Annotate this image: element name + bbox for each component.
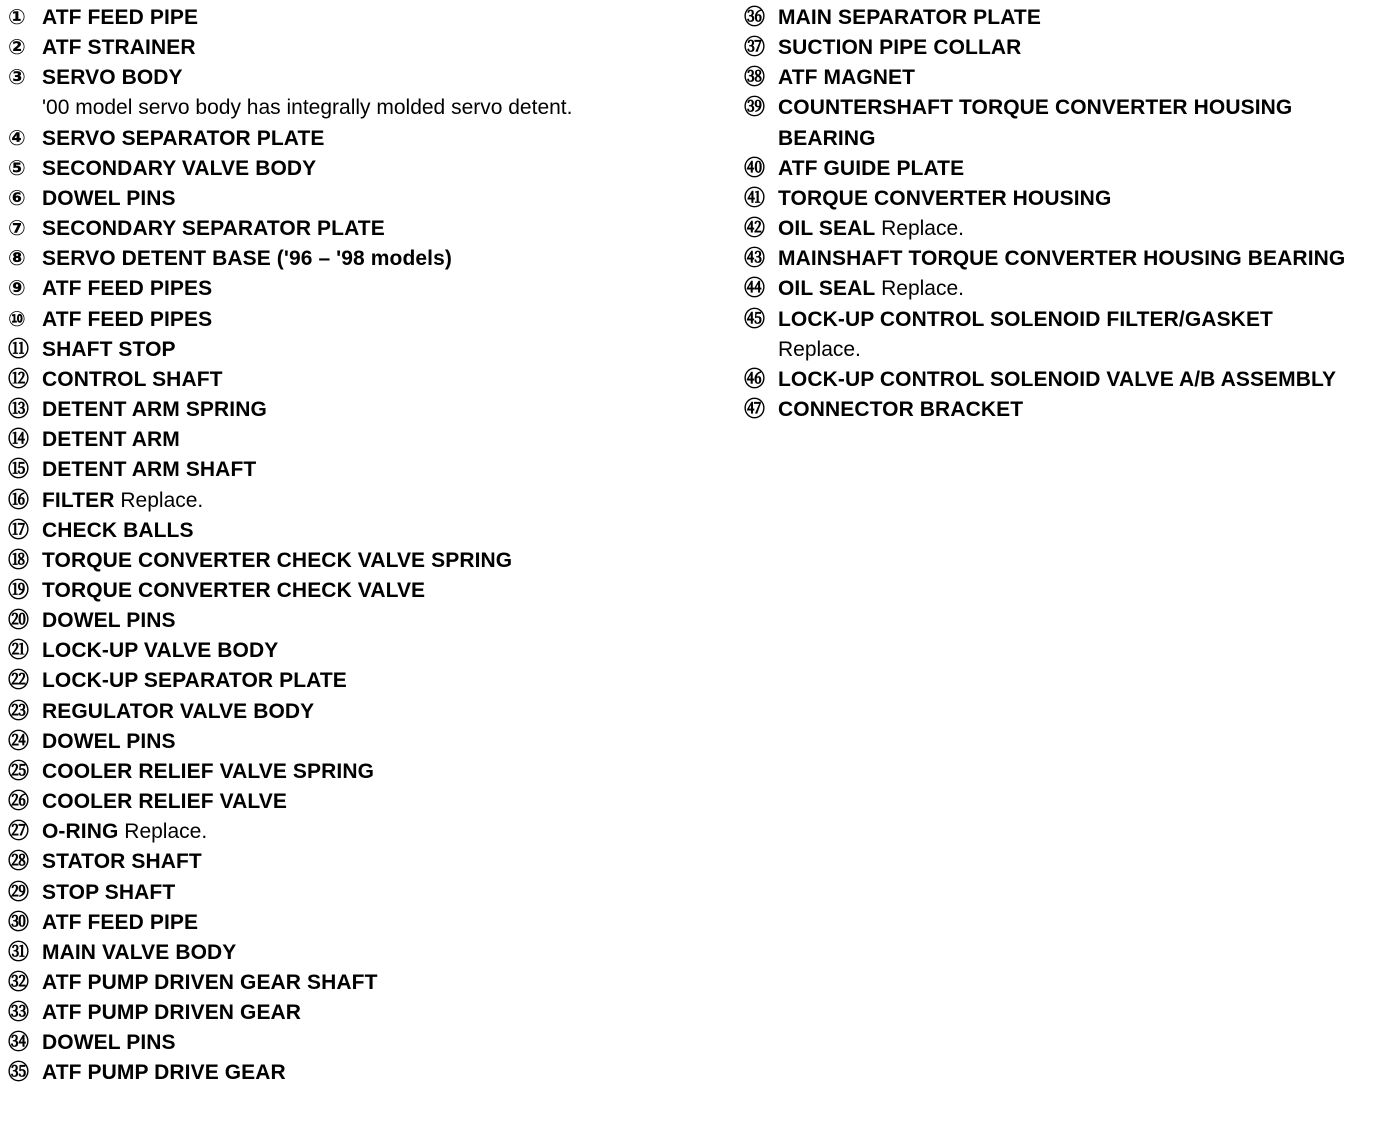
parts-list-item [8,274,708,304]
parts-list-right-column [744,3,1389,425]
item-number: ㉜ [8,971,29,994]
parts-list-item [8,576,708,606]
parts-list-item [8,425,708,455]
parts-list-item [8,154,708,184]
item-number: ⑫ [8,367,29,391]
item-number: ㉗ [8,820,29,844]
item-number: ④ [8,126,26,150]
item-number: ㉝ [8,1001,29,1025]
parts-list-item [8,968,708,998]
item-label: MAIN SEPARATOR PLATE [778,6,1041,29]
item-label: DETENT ARM SPRING [42,398,267,422]
item-number: ㉟ [8,1061,29,1085]
parts-list-item [8,606,708,636]
item-number: ㊹ [744,277,765,301]
item-number: ⑲ [8,578,29,602]
parts-list-item [744,3,1389,33]
item-label: CONTROL SHAFT [42,367,223,391]
item-number: ㉙ [8,880,29,904]
item-label: REGULATOR VALVE BODY [42,699,315,723]
item-number: ⑪ [8,337,29,361]
item-number: ㊻ [744,367,765,391]
item-number: ㊶ [744,186,765,210]
item-label: SERVO SEPARATOR PLATE [42,126,325,150]
item-number: ⑭ [8,428,29,452]
parts-list-item [8,335,708,365]
item-label: OIL SEAL [778,277,876,301]
item-label: DOWEL PINS [42,186,176,210]
item-label: SECONDARY VALVE BODY [42,156,317,180]
item-number: ㉖ [8,790,29,814]
parts-list-item [744,395,1389,425]
item-label: COOLER RELIEF VALVE [42,790,287,814]
parts-list-left-column [8,3,708,1089]
item-label: ATF PUMP DRIVEN GEAR [42,1001,302,1025]
item-number: ㉔ [8,729,29,753]
item-label: ATF PUMP DRIVEN GEAR SHAFT [42,971,378,994]
item-number: ③ [8,66,26,90]
parts-list-item [8,63,708,123]
parts-list-item [8,1058,708,1088]
item-note: Replace. [124,820,208,844]
parts-list-item [8,486,708,516]
item-label: OIL SEAL [778,217,876,241]
item-number: ㊼ [744,398,765,422]
item-note: Replace. [881,217,964,241]
item-number: ⑱ [8,548,29,572]
parts-list-item [744,365,1389,395]
parts-list-item [8,124,708,154]
parts-list-item [8,697,708,727]
parts-list-item [744,154,1389,184]
item-label: SERVO BODY [42,66,183,90]
item-number: ㉓ [8,699,29,723]
item-label: SERVO DETENT BASE ('96 – '98 models) [42,247,452,271]
item-number: ⑤ [8,156,26,180]
item-number: ㊴ [744,96,765,120]
parts-list-item [8,395,708,425]
parts-list-item [744,305,1389,365]
parts-list-item [8,1028,708,1058]
item-number: ⑳ [8,609,29,633]
item-label: ATF PUMP DRIVE GEAR [42,1061,286,1085]
item-label: DOWEL PINS [42,729,176,753]
item-label: ATF STRAINER [42,36,196,60]
item-number: ㊷ [744,217,765,241]
item-number: ㊺ [744,307,765,331]
item-number: ⑮ [8,458,29,482]
item-label: MAIN VALVE BODY [42,940,237,964]
item-number: ㉒ [8,669,29,693]
parts-list-item [8,305,708,335]
item-label: COOLER RELIEF VALVE SPRING [42,759,375,783]
parts-list-item [8,908,708,938]
parts-list-item [8,998,708,1028]
item-label: LOCK-UP VALVE BODY [42,639,279,663]
item-number: ㉘ [8,850,29,874]
item-number: ㉚ [8,910,29,934]
item-number: ㉑ [8,639,29,663]
parts-list-item [744,93,1389,153]
item-number: ① [8,6,26,29]
item-label: MAINSHAFT TORQUE CONVERTER HOUSING BEARING [778,247,1346,271]
parts-list-item [744,214,1389,244]
parts-list-item [8,3,708,33]
item-note: Replace. [778,337,861,361]
item-label: DETENT ARM [42,428,180,452]
parts-list-item [8,938,708,968]
item-label: DOWEL PINS [42,609,176,633]
item-label: DOWEL PINS [42,1031,176,1055]
item-label: SECONDARY SEPARATOR PLATE [42,217,385,241]
item-label: STATOR SHAFT [42,850,202,874]
item-label: TORQUE CONVERTER HOUSING [778,186,1112,210]
item-number: ⑯ [8,488,29,512]
item-number: ㉞ [8,1031,29,1055]
item-label: ATF GUIDE PLATE [778,156,965,180]
item-number: ㊳ [744,66,765,90]
item-label: FILTER [42,488,115,512]
parts-list-item [8,847,708,877]
item-label: LOCK-UP CONTROL SOLENOID VALVE A/B ASSEMBLY [778,367,1337,391]
item-label: CHECK BALLS [42,518,194,542]
item-label: STOP SHAFT [42,880,176,904]
parts-list-item [744,184,1389,214]
item-number: ㊲ [744,36,765,60]
item-label: ATF FEED PIPES [42,277,213,301]
item-number: ㊱ [744,6,765,29]
item-note: Replace. [881,277,964,301]
item-label: TORQUE CONVERTER CHECK VALVE [42,578,426,602]
item-number: ⑰ [8,518,29,542]
item-label: TORQUE CONVERTER CHECK VALVE SPRING [42,548,513,572]
parts-list-item [8,455,708,485]
item-number: ㉕ [8,759,29,783]
item-label: ATF FEED PIPE [42,6,199,29]
item-number: ㊸ [744,247,765,271]
parts-list-item [8,757,708,787]
item-label: SHAFT STOP [42,337,176,361]
item-label: CONNECTOR BRACKET [778,398,1024,422]
item-number: ⑨ [8,277,26,301]
item-label: ATF FEED PIPES [42,307,213,331]
item-number: ⑬ [8,398,29,422]
item-number: ② [8,36,26,60]
parts-list-item [744,63,1389,93]
item-number: ⑧ [8,247,26,271]
item-note: '00 model servo body has integrally molded servo detent. [42,96,573,120]
parts-list-item [8,878,708,908]
item-note: Replace. [120,488,204,512]
parts-list-item [8,666,708,696]
item-number: ㉛ [8,940,29,964]
item-number: ⑩ [8,307,26,331]
parts-list-item [744,244,1389,274]
parts-list-item [8,184,708,214]
parts-list-item [8,33,708,63]
item-label: LOCK-UP CONTROL SOLENOID FILTER/GASKET [778,307,1273,331]
item-number: ⑥ [8,186,26,210]
parts-list-item [8,787,708,817]
parts-list-item [8,546,708,576]
parts-list-item [744,33,1389,63]
item-number: ⑦ [8,217,26,241]
item-label: LOCK-UP SEPARATOR PLATE [42,669,347,693]
parts-list-item [8,365,708,395]
item-label: ATF MAGNET [778,66,916,90]
item-label: ATF FEED PIPE [42,910,199,934]
item-label: O-RING [42,820,119,844]
parts-list-item [8,817,708,847]
parts-list-item [744,274,1389,304]
parts-list-item [8,727,708,757]
parts-list-item [8,516,708,546]
item-number: ㊵ [744,156,765,180]
item-label: SUCTION PIPE COLLAR [778,36,1022,60]
item-label: COUNTERSHAFT TORQUE CONVERTER HOUSING BEARING [778,96,1293,150]
item-label: DETENT ARM SHAFT [42,458,257,482]
parts-list-item [8,214,708,244]
parts-list-item [8,244,708,274]
parts-list-item [8,636,708,666]
